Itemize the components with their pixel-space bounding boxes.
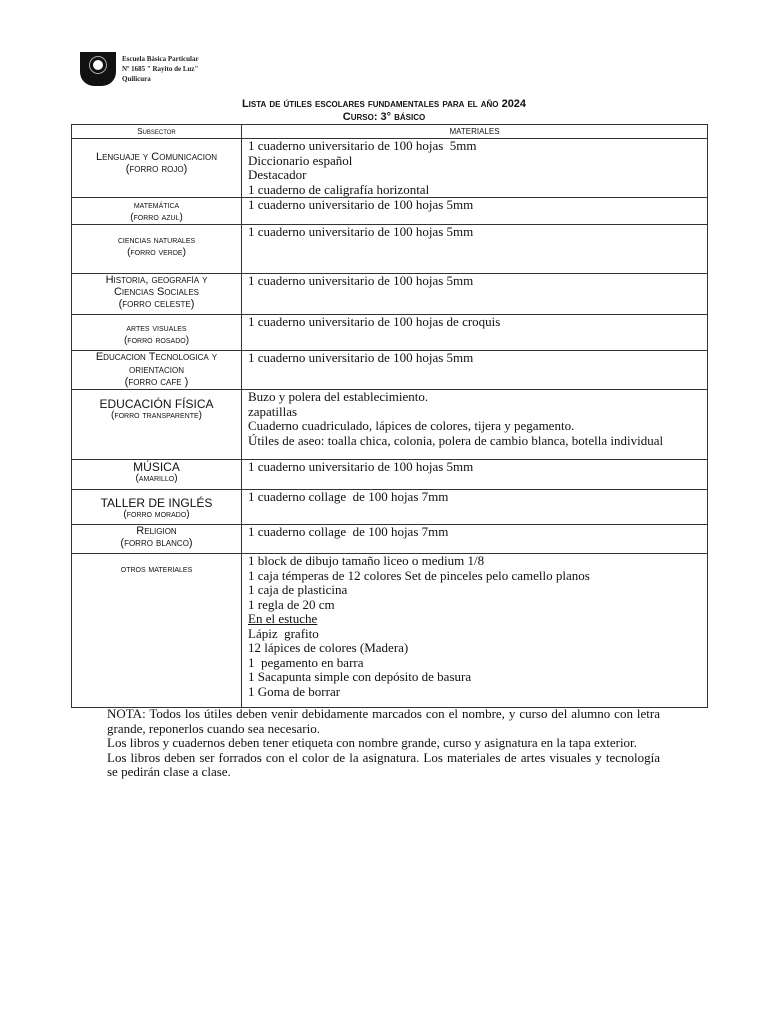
materials-cell: 1 cuaderno collage de 100 hojas 7mm (242, 490, 708, 525)
subject-cell: otros materiales (72, 554, 242, 708)
header-subject: Subsector (72, 125, 242, 139)
subject-cell: Historia, geografía y Ciencias Sociales (forro celeste) (72, 274, 242, 315)
subject-cell: TALLER DE INGLÉS (forro morado) (72, 490, 242, 525)
note-paragraph: Los libros y cuadernos deben tener etiqueta con nombre grande, curso y asignatura en la tapa exterior. (107, 735, 637, 750)
supplies-table (71, 124, 708, 708)
materials-cell: 1 cuaderno universitario de 100 hojas 5mm (242, 274, 708, 315)
materials-cell: 1 cuaderno collage de 100 hojas 7mm (242, 525, 708, 554)
document-title: Lista de útiles escolares fundamentales para el año 2024 (241, 98, 527, 110)
materials-cell: 1 cuaderno universitario de 100 hojas 5mm (242, 460, 708, 490)
estuche-heading: En el estuche (248, 611, 318, 626)
school-name: Escuela Básica Particular Nº 1685 " Rayito de Luz" Quilicura (122, 55, 199, 83)
subject-cell: EDUCACIÓN FÍSICA (forro transparente) (72, 390, 242, 460)
subject-cell: matemática (forro azul) (72, 198, 242, 225)
table-row (72, 390, 708, 460)
table-row (72, 274, 708, 315)
materials-cell: 1 block de dibujo tamaño liceo o medium 1/8 1 caja témperas de 12 colores Set de pinceles pelo camello planos 1 caja de plasticina 1 regla de 20 cm En el estuche Lápiz grafito 12 lápices de colores (Madera) 1 pegamento en barra 1 Sacapunta simple con depósito de basura 1 Goma de borrar (242, 554, 708, 708)
table-row (72, 460, 708, 490)
course-title: Curso: 3° básico (342, 111, 426, 123)
table-row (72, 351, 708, 390)
table-row (72, 525, 708, 554)
materials-cell: 1 cuaderno universitario de 100 hojas 5mm (242, 225, 708, 274)
materials-cell: 1 cuaderno universitario de 100 hojas 5mm Diccionario español Destacador 1 cuaderno de caligrafía horizontal (242, 139, 708, 198)
school-logo (80, 51, 215, 87)
subject-cell: ciencias naturales (forro verde) (72, 225, 242, 274)
table-row (72, 554, 708, 708)
table-row (72, 315, 708, 351)
subject-cell: artes visuales (forro rosado) (72, 315, 242, 351)
table-row (72, 225, 708, 274)
materials-cell: 1 cuaderno universitario de 100 hojas 5mm (242, 351, 708, 390)
materials-cell: 1 cuaderno universitario de 100 hojas 5mm (242, 198, 708, 225)
subject-cell: Educacion Tecnologica y orientacion (forro cafe ) (72, 351, 242, 390)
table-header-row (72, 125, 708, 139)
table-row (72, 139, 708, 198)
note-paragraph: Los libros deben ser forrados con el color de la asignatura. Los materiales de artes visuales y tecnología se pedirán clase a clase. (107, 749, 660, 779)
table-row (72, 490, 708, 525)
note-section (107, 707, 660, 780)
materials-cell: Buzo y polera del establecimiento. zapatillas Cuaderno cuadriculado, lápices de colores, tijera y pegamento. Útiles de aseo: toalla chica, colonia, polera de cambio blanca, botella individual (242, 390, 708, 460)
subject-cell: Lenguaje y Comunicacion (forro rojo) (72, 139, 242, 198)
table-row (72, 198, 708, 225)
note-paragraph: NOTA: Todos los útiles deben venir debidamente marcados con el nombre, y curso del alumno con letra grande, reponerlos cuando sea necesario. (107, 706, 660, 736)
subject-cell: MÚSICA (amarillo) (72, 460, 242, 490)
subject-cell: Religion (forro blanco) (72, 525, 242, 554)
materials-cell: 1 cuaderno universitario de 100 hojas de croquis (242, 315, 708, 351)
school-crest-icon (80, 52, 116, 86)
header-materials: MATERIALES (242, 125, 708, 139)
